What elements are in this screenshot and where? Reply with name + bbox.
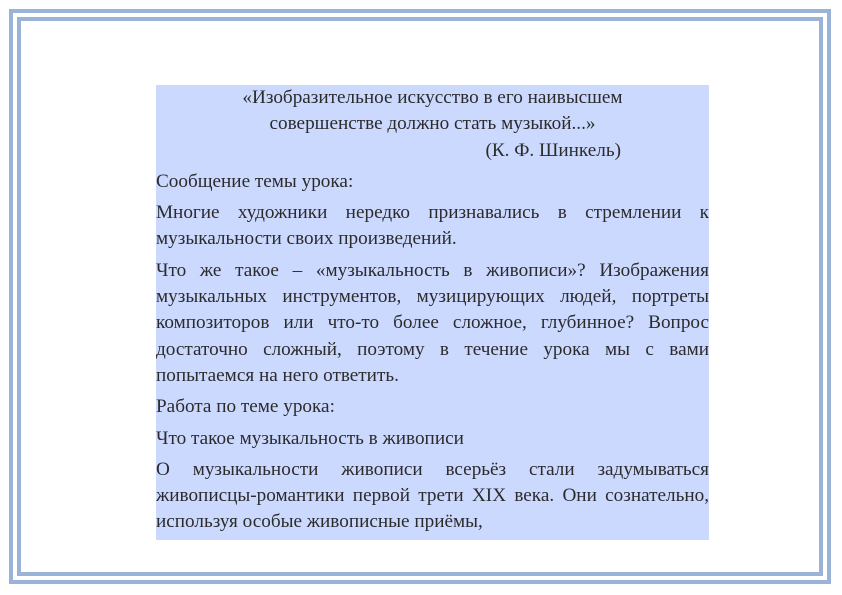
epigraph-author: (К. Ф. Шинкель) bbox=[485, 139, 621, 161]
section-heading: Что такое музыкальность в живописи bbox=[156, 427, 464, 449]
lesson-work-heading: Работа по теме урока: bbox=[156, 396, 335, 418]
text-block bbox=[156, 85, 709, 540]
epigraph-line-2: совершенстве должно стать музыкой...» bbox=[269, 113, 596, 135]
question-paragraph: Что же такое – «музыкальность в живописи»? Изображения музыкальных инструментов, музицирующих людей, портреты композиторов или что-то более сложное, глубинное? Вопрос достаточно сложный, поэтому в течение урока мы с вами попытаемся на него ответить. bbox=[156, 259, 709, 386]
epigraph-line-1: «Изобразительное искусство в его наивысшем bbox=[242, 87, 623, 108]
intro-paragraph: Многие художники нередко признавались в стремлении к музыкальности своих произведений. bbox=[156, 202, 709, 250]
body-paragraph: О музыкальности живописи всерьёз стали задумываться живописцы-романтики первой трети XIX века. Они сознательно, используя особые живописные приёмы, bbox=[156, 458, 709, 533]
epigraph-quote bbox=[156, 85, 709, 138]
lesson-topic-heading: Сообщение темы урока: bbox=[156, 170, 354, 192]
